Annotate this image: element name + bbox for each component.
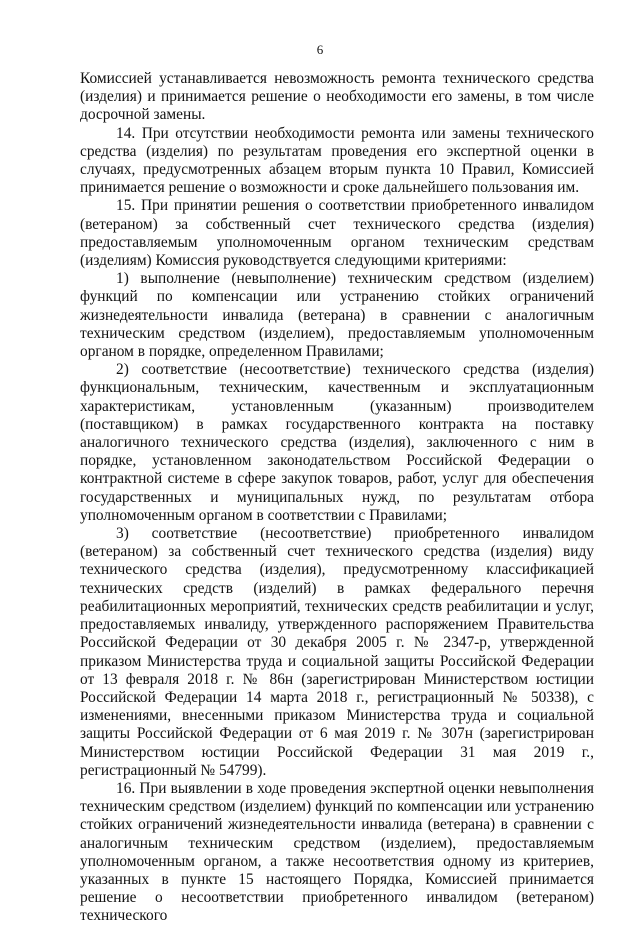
paragraph-criterion-2: 2) соответствие (несоответствие) технического средства (изделия) функциональным, техническим, качественным и эксплуатационным характеристикам, установленным (указанным) производителем (поставщиком) в рамках государственного контракта на поставку аналогичного технического средства (изделия), заключенного с ним в порядке, установленном законодательством Российской Федерации о контрактной системе в сфере закупок товаров, работ, услуг для обеспечения государственных и муниципальных нужд, по результатам отбора уполномоченным органом в соответствии с Правилами; bbox=[80, 361, 594, 524]
paragraph-continuation: Комиссией устанавливается невозможность ремонта технического средства (изделия) и принимается решение о необходимости его замены, в том числе досрочной замены. bbox=[80, 70, 594, 124]
document-body bbox=[80, 70, 594, 926]
paragraph-item-16: 16. При выявлении в ходе проведения экспертной оценки невыполнения техническим средством (изделием) функций по компенсации или устранению стойких ограничений жизнедеятельности инвалида (ветерана) в сравнении с аналогичным техническим средством (изделием), предоставляемым уполномоченным органом, а также несоответствия одному из критериев, указанных в пункте 15 настоящего Порядка, Комиссией принимается решение о несоответствии приобретенного инвалидом (ветераном) технического bbox=[80, 779, 594, 925]
paragraph-criterion-3: 3) соответствие (несоответствие) приобретенного инвалидом (ветераном) за собственный счет технического средства (изделия) виду технического средства (изделия), предусмотренному классификацией технических средств (изделий) в рамках федерального перечня реабилитационных мероприятий, технических средств реабилитации и услуг, предоставляемых инвалиду, утвержденного распоряжением Правительства Российской Федерации от 30 декабря 2005 г. № 2347-р, утвержденной приказом Министерства труда и социальной защиты Российской Федерации от 13 февраля 2018 г. № 86н (зарегистрирован Министерством юстиции Российской Федерации 14 марта 2018 г., регистрационный № 50338), с изменениями, внесенными приказом Министерства труда и социальной защиты Российской Федерации от 6 мая 2019 г. № 307н (зарегистрирован Министерством юстиции Российской Федерации 31 мая 2019 г., регистрационный № 54799). bbox=[80, 525, 594, 779]
page-number: 6 bbox=[316, 42, 324, 57]
paragraph-item-15: 15. При принятии решения о соответствии приобретенного инвалидом (ветераном) за собственный счет технического средства (изделия) предоставляемым уполномоченным органом техническим средствам (изделиям) Комиссия руководствуется следующими критериями: bbox=[80, 197, 594, 270]
paragraph-item-14: 14. При отсутствии необходимости ремонта или замены технического средства (изделия) по результатам проведения его экспертной оценки в случаях, предусмотренных абзацем вторым пункта 10 Правил, Комиссией принимается решение о возможности и сроке дальнейшего пользования им. bbox=[80, 124, 594, 197]
paragraph-criterion-1: 1) выполнение (невыполнение) техническим средством (изделием) функций по компенсации или устранению стойких ограничений жизнедеятельности инвалида (ветерана) в сравнении с аналогичным техническим средством (изделием), предоставляемым уполномоченным органом в порядке, определенном Правилами; bbox=[80, 270, 594, 361]
